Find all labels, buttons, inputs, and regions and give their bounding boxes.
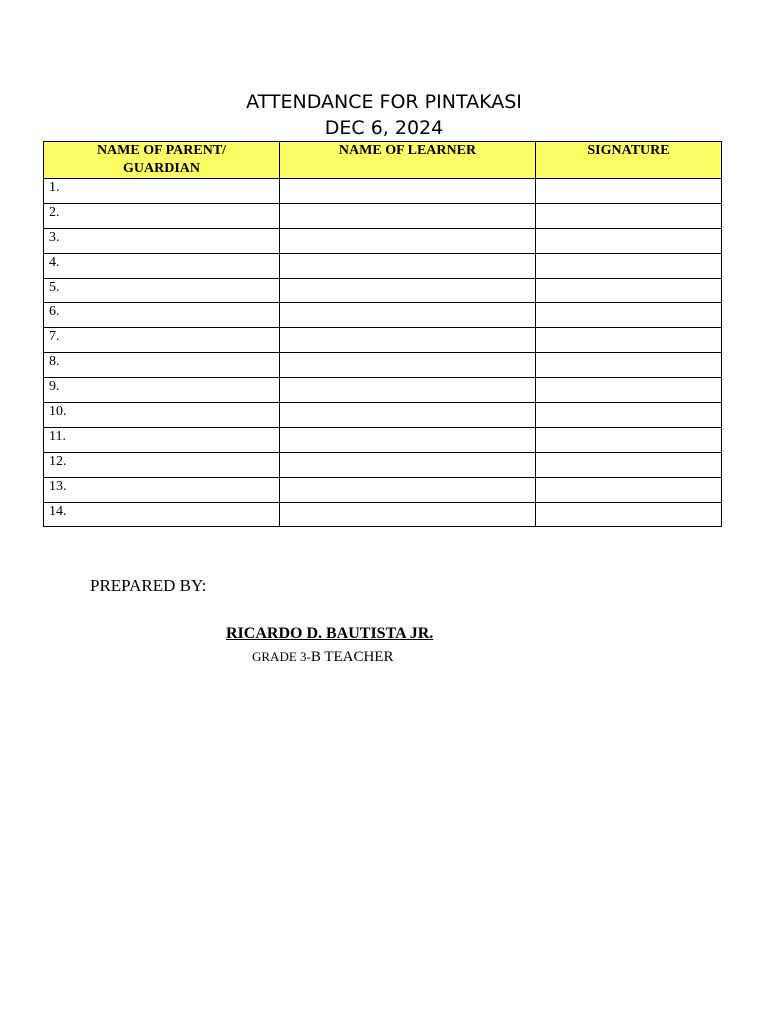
- attendance-table: [43, 141, 722, 527]
- row-number-cell[interactable]: 7.: [44, 328, 280, 353]
- signature-cell[interactable]: [536, 328, 722, 353]
- learner-name-cell[interactable]: [280, 203, 536, 228]
- signature-cell[interactable]: [536, 228, 722, 253]
- document-title: ATTENDANCE FOR PINTAKASI: [246, 91, 522, 113]
- table-header-row: [44, 142, 722, 179]
- signature-cell[interactable]: [536, 353, 722, 378]
- row-number-cell[interactable]: 12.: [44, 452, 280, 477]
- header-parent-guardian-label: NAME OF PARENT/ GUARDIAN: [96, 143, 227, 176]
- learner-name-cell[interactable]: [280, 253, 536, 278]
- table-row: [44, 502, 722, 527]
- learner-name-cell[interactable]: [280, 403, 536, 428]
- header-parent-guardian: [44, 142, 280, 179]
- learner-name-cell[interactable]: [280, 228, 536, 253]
- learner-name-cell[interactable]: [280, 278, 536, 303]
- row-number-cell[interactable]: 1.: [44, 179, 280, 204]
- signature-cell[interactable]: [536, 179, 722, 204]
- learner-name-cell[interactable]: [280, 452, 536, 477]
- table-row: [44, 253, 722, 278]
- teacher-role-suffix: B TEACHER: [310, 649, 394, 665]
- row-number-cell[interactable]: 4.: [44, 253, 280, 278]
- table-row: [44, 228, 722, 253]
- header-learner-label: NAME OF LEARNER: [338, 143, 477, 158]
- learner-name-cell[interactable]: [280, 477, 536, 502]
- row-number-cell[interactable]: 3.: [44, 228, 280, 253]
- signature-cell[interactable]: [536, 502, 722, 527]
- row-number-cell[interactable]: 2.: [44, 203, 280, 228]
- table-row: [44, 452, 722, 477]
- signature-cell[interactable]: [536, 278, 722, 303]
- learner-name-cell[interactable]: [280, 179, 536, 204]
- table-row: [44, 403, 722, 428]
- learner-name-cell[interactable]: [280, 427, 536, 452]
- signature-cell[interactable]: [536, 427, 722, 452]
- table-row: [44, 328, 722, 353]
- table-row: [44, 378, 722, 403]
- row-number-cell[interactable]: 8.: [44, 353, 280, 378]
- teacher-name: RICARDO D. BAUTISTA JR.: [226, 625, 434, 642]
- table-row: [44, 278, 722, 303]
- teacher-role-prefix: GRADE 3-: [252, 649, 311, 664]
- row-number-cell[interactable]: 10.: [44, 403, 280, 428]
- row-number-cell[interactable]: 11.: [44, 427, 280, 452]
- table-body: [44, 179, 722, 527]
- signature-cell[interactable]: [536, 477, 722, 502]
- signature-cell[interactable]: [536, 203, 722, 228]
- table-row: [44, 477, 722, 502]
- header-signature-label: SIGNATURE: [587, 143, 670, 158]
- row-number-cell[interactable]: 14.: [44, 502, 280, 527]
- table-row: [44, 179, 722, 204]
- row-number-cell[interactable]: 13.: [44, 477, 280, 502]
- header-learner: [280, 142, 536, 179]
- signature-cell[interactable]: [536, 303, 722, 328]
- learner-name-cell[interactable]: [280, 353, 536, 378]
- signature-cell[interactable]: [536, 403, 722, 428]
- row-number-cell[interactable]: 6.: [44, 303, 280, 328]
- learner-name-cell[interactable]: [280, 378, 536, 403]
- teacher-role: [252, 649, 394, 666]
- signature-cell[interactable]: [536, 378, 722, 403]
- document-date: DEC 6, 2024: [324, 117, 444, 139]
- signature-cell[interactable]: [536, 253, 722, 278]
- learner-name-cell[interactable]: [280, 303, 536, 328]
- learner-name-cell[interactable]: [280, 328, 536, 353]
- row-number-cell[interactable]: 9.: [44, 378, 280, 403]
- header-signature: [536, 142, 722, 179]
- signature-cell[interactable]: [536, 452, 722, 477]
- table-row: [44, 353, 722, 378]
- row-number-cell[interactable]: 5.: [44, 278, 280, 303]
- table-row: [44, 427, 722, 452]
- table-row: [44, 303, 722, 328]
- learner-name-cell[interactable]: [280, 502, 536, 527]
- prepared-by-label: PREPARED BY:: [90, 576, 207, 595]
- table-row: [44, 203, 722, 228]
